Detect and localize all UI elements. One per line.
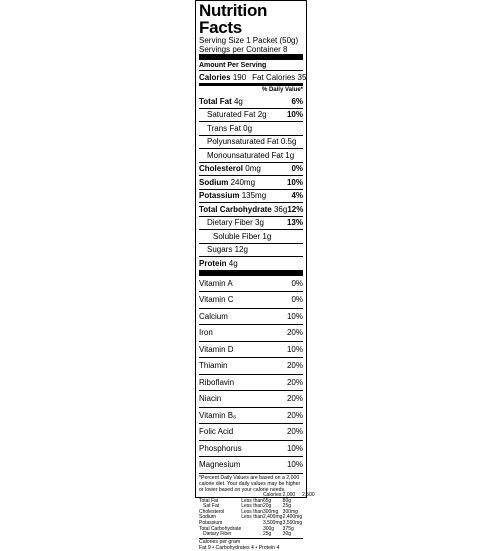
vitamin-row (199, 276, 303, 292)
nutrient-row (199, 216, 303, 230)
nutrient-label: Soluble Fiber (213, 231, 261, 241)
nutrient-row (199, 121, 303, 135)
table-header-cell: 2,500 (302, 492, 315, 499)
vitamin-label: Riboflavin (199, 377, 235, 387)
vitamin-daily-value: 0% (291, 278, 303, 288)
nutrient-label: Trans Fat (207, 123, 241, 133)
nutrient-amount: 1g (260, 231, 272, 241)
vitamin-label: Vitamin A (199, 278, 233, 288)
amount-per-serving: Amount Per Serving (199, 61, 267, 69)
nutrient-daily-value: 0% (291, 164, 303, 174)
panel-title: Nutrition Facts (199, 1, 268, 37)
vitamin-daily-value: 10% (286, 460, 303, 470)
table-cell: Total Carbohydrate (199, 525, 242, 532)
nutrient-daily-value: 10% (286, 110, 303, 120)
vitamin-label: Vitamin B₆ (199, 410, 237, 420)
vitamin-daily-value: 10% (286, 311, 303, 321)
nutrient-label: Sodium (199, 177, 229, 187)
calories-value: 190 (232, 72, 247, 82)
nutrient-row (199, 256, 303, 270)
nutrient-daily-value: 13% (286, 218, 303, 228)
vitamin-label: Magnesium (199, 460, 241, 470)
vitamin-label: Vitamin C (199, 295, 234, 305)
nutrient-label: Potassium (199, 191, 240, 201)
daily-value-header: % Daily Value* (261, 87, 303, 93)
nutrient-amount: 36g (271, 204, 288, 214)
vitamin-label: Thiamin (199, 361, 228, 371)
vitamin-label: Phosphorus (199, 443, 242, 453)
nutrient-amount: 135mg (239, 191, 267, 201)
nutrient-amount: 2g (255, 110, 267, 120)
nutrient-daily-value: 6% (291, 96, 303, 106)
fat-calories-label: Fat Calories (252, 72, 296, 82)
nutrient-row (199, 95, 303, 108)
vitamin-daily-value: 20% (286, 410, 303, 420)
nutrient-row (199, 135, 303, 149)
table-cell: Less than (241, 508, 263, 515)
vitamin-daily-value: 20% (286, 377, 303, 387)
nutrient-row (199, 162, 303, 176)
table-cell: 300g (262, 525, 275, 532)
table-cell: 375g (282, 525, 294, 532)
fat-calories-value: 35 (297, 72, 307, 82)
vitamin-row (199, 308, 303, 325)
nutrient-row (199, 189, 303, 203)
nutrient-label: Protein (199, 258, 227, 268)
nutrient-row (199, 175, 303, 189)
vitamin-list (199, 276, 303, 473)
footnote-divider (199, 473, 303, 474)
table-cell: 25g (282, 503, 292, 510)
vitamin-row (199, 324, 303, 341)
serving-size: Serving Size 1 Packet (50g) (199, 36, 299, 45)
calories-row (199, 70, 307, 83)
vitamin-row (199, 407, 303, 424)
nutrient-label: Sugars (207, 245, 233, 255)
nutrient-amount: 0mg (243, 164, 261, 174)
vitamin-label: Niacin (199, 394, 222, 404)
vitamin-daily-value: 20% (286, 361, 303, 371)
nutrient-row (199, 243, 303, 257)
vitamin-row (199, 341, 303, 358)
nutrient-daily-value: 10% (286, 177, 303, 187)
nutrient-label: Polyunsaturated Fat (207, 137, 279, 147)
vitamin-daily-value: 20% (286, 427, 303, 437)
table-cell: 3,500mg (262, 520, 283, 527)
table-cell: 2,400mg (282, 514, 303, 521)
vitamin-row (199, 291, 303, 308)
nutrient-label: Monounsaturated Fat (207, 150, 284, 160)
nutrient-row (199, 202, 303, 216)
vitamin-label: Vitamin D (199, 344, 234, 354)
calories-per-gram: Fat 9 • Carbohydrates 4 • Protein 4 (199, 545, 280, 551)
nutrient-amount: 0.5g (278, 137, 297, 147)
nutrient-label: Cholesterol (199, 164, 244, 174)
table-cell: 25g (262, 531, 272, 538)
table-cell: 300mg (282, 508, 298, 515)
nutrient-amount: 4g (231, 96, 243, 106)
vitamin-row (199, 440, 303, 457)
table-cell: Sat Fat (203, 503, 220, 510)
nutrient-amount: 240mg (228, 177, 256, 187)
nutrient-daily-value: 12% (287, 204, 304, 214)
nutrient-list (199, 95, 303, 270)
vitamin-row (199, 390, 303, 407)
nutrient-amount: 4g (226, 258, 238, 268)
vitamin-daily-value: 20% (286, 328, 303, 338)
vitamin-row (199, 357, 303, 374)
nutrient-row (199, 229, 303, 243)
vitamin-row (199, 456, 303, 473)
vitamin-daily-value: 10% (286, 344, 303, 354)
nutrient-row (199, 108, 303, 122)
vitamin-label: Calcium (199, 311, 228, 321)
nutrient-label: Saturated Fat (207, 110, 256, 120)
nutrient-label: Total Carbohydrate (199, 204, 272, 214)
table-cell: 3,500mg (282, 520, 303, 527)
vitamin-label: Iron (199, 328, 213, 338)
nutrient-label: Dietary Fiber (207, 218, 253, 228)
vitamin-daily-value: 0% (291, 295, 303, 305)
nutrition-facts-panel (195, 0, 315, 551)
vitamin-daily-value: 20% (286, 394, 303, 404)
table-cell: 300mg (262, 508, 279, 515)
table-cell: Less than (241, 503, 263, 510)
table-cell: 2,400mg (262, 514, 283, 521)
nutrient-label: Total Fat (199, 96, 232, 106)
vitamin-row (199, 423, 303, 440)
nutrient-daily-value: 4% (291, 191, 303, 201)
table-cell: 65g (262, 497, 272, 504)
table-cell: Total Fat (199, 497, 219, 504)
table-cell: 80g (282, 497, 292, 504)
vitamin-daily-value: 10% (286, 443, 303, 453)
table-cell: Cholesterol (199, 508, 225, 515)
nutrient-amount: 1g (283, 150, 295, 160)
table-cell: 20g (262, 503, 272, 510)
vitamin-row (199, 374, 303, 391)
table-cell: Potassium (199, 520, 223, 527)
nutrient-amount: 12g (232, 245, 248, 255)
vitamin-label: Folic Acid (199, 427, 234, 437)
table-cell: Less than (241, 514, 263, 521)
table-cell: Dietary Fiber (203, 531, 232, 538)
nutrient-amount: 3g (252, 218, 264, 228)
table-cell: Sodium (199, 514, 216, 521)
table-header-cell: Calories: (262, 492, 283, 499)
nutrient-row (199, 148, 303, 162)
table-header-cell: 2,000 (282, 492, 296, 499)
footnote: *Percent Daily Values are based on a 2,000 calorie diet. Your daily values may be higher or lower based on your calorie needs. (199, 474, 301, 493)
calories-per-gram-label: Calories per gram (199, 538, 241, 545)
table-cell: Less than (241, 497, 263, 504)
calories-label: Calories (199, 72, 231, 82)
nutrient-amount: 0g (240, 123, 253, 133)
table-cell: 30g (282, 531, 292, 538)
servings-per-container: Servings per Container 8 (199, 45, 288, 54)
